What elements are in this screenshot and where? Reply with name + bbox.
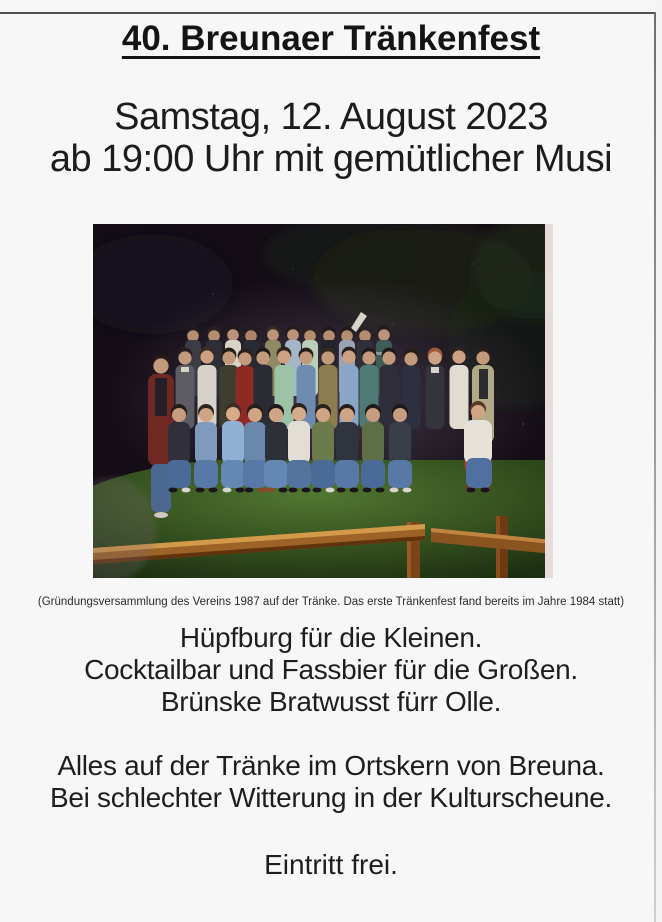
- attractions-block: [0, 622, 662, 718]
- top-border-line: [0, 12, 656, 14]
- event-date-block: [0, 96, 662, 180]
- attraction-line: Brünske Bratwusst fürr Olle.: [160, 686, 502, 717]
- page-title: 40. Breunaer Tränkenfest: [121, 19, 541, 58]
- photo-caption: (Gründungsversammlung des Vereins 1987 auf der Tränke. Das erste Tränkenfest fand bereits im Jahre 1984 statt): [37, 596, 625, 608]
- event-date: Samstag, 12. August 2023: [114, 96, 548, 138]
- event-time: ab 19:00 Uhr mit gemütlicher Musi: [49, 138, 613, 180]
- photo-edge-strip: [545, 224, 553, 578]
- group-photo-illustration: [93, 224, 553, 578]
- attraction-line: Cocktailbar und Fassbier für die Großen.: [84, 654, 578, 685]
- location-line: Bei schlechter Witterung in der Kulturscheune.: [49, 782, 613, 813]
- group-photo: [93, 224, 553, 578]
- location-block: [0, 750, 662, 814]
- location-line: Alles auf der Tränke im Ortskern von Breuna.: [57, 750, 605, 781]
- attraction-line: Hüpfburg für die Kleinen.: [179, 622, 483, 653]
- admission-line: Eintritt frei.: [264, 849, 398, 880]
